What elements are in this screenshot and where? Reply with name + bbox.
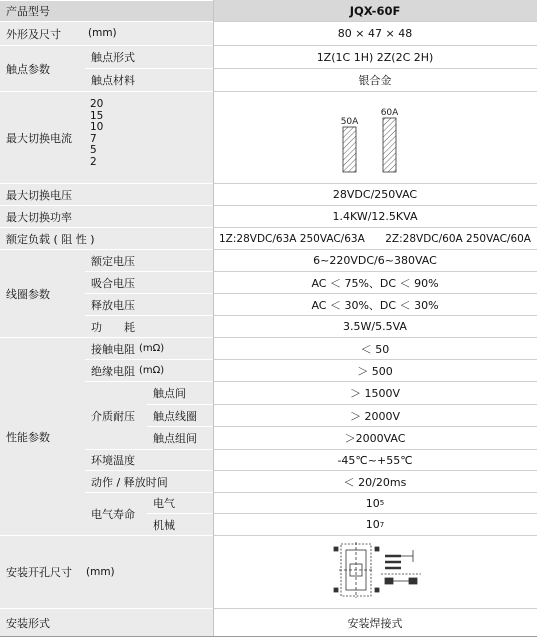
life-electrical-value [213, 492, 537, 513]
mounting-hole-unit: (mm) [86, 566, 115, 578]
coil-power-label: 功 耗 [85, 315, 213, 337]
scale-tick: 2 [90, 155, 97, 168]
contact-resistance-unit: (mΩ) [139, 343, 165, 354]
dielectric-groups-label: 触点组间 [147, 426, 213, 449]
contact-resistance-text: 接触电阻 [91, 342, 135, 356]
coil-rated-voltage-value: 6~220VDC/6~380VAC [213, 249, 537, 271]
operate-time-value: ＜ 20/20ms [213, 470, 537, 492]
max-current-graphic-cell [213, 91, 537, 183]
coil-pickup-voltage-label: 吸合电压 [85, 271, 213, 293]
max-voltage-label: 最大切换电压 [0, 183, 213, 205]
life-electrical-base: 10 [365, 496, 380, 510]
contact-group-label: 触点参数 [0, 45, 85, 91]
mounting-type-value: 安装焊接式 [213, 608, 537, 636]
contact-form-label: 触点形式 [85, 45, 213, 68]
mounting-hole-label [0, 535, 213, 608]
max-power-label: 最大切换功率 [0, 205, 213, 227]
life-mechanical-value [213, 513, 537, 535]
model-label: 产品型号 [0, 0, 213, 21]
scale-tick: 7 [90, 132, 97, 145]
current-bars [341, 108, 399, 172]
current-bar-chart [213, 92, 537, 184]
contact-resistance-value: ＜ 50 [213, 337, 537, 359]
dielectric-contact-coil-label: 触点线圈 [147, 404, 213, 426]
contact-material-value: 银合金 [213, 68, 537, 91]
contact-form-value: 1Z(1C 1H) 2Z(2C 2H) [213, 45, 537, 68]
rated-load-1z: 1Z:28VDC/63A 250VAC/63A [219, 232, 365, 245]
coil-power-value: 3.5W/5.5VA [213, 315, 537, 337]
current-bar [343, 127, 356, 172]
scale-tick: 10 [90, 121, 104, 133]
current-scale [90, 99, 103, 168]
scale-tick: 5 [90, 144, 97, 156]
dielectric-label: 介质耐压 [85, 381, 147, 449]
contact-material-label: 触点材料 [85, 68, 213, 91]
scale-tick: 20 [90, 98, 104, 110]
mounting-hole-text: 安装开孔尺寸 [6, 566, 72, 579]
coil-release-voltage-value: AC ＜ 30%、DC ＜ 30% [213, 293, 537, 315]
performance-group-label: 性能参数 [0, 337, 85, 535]
life-mechanical-label: 机械 [147, 513, 213, 535]
coil-rated-voltage-label: 额定电压 [85, 249, 213, 271]
mounting-type-label: 安装形式 [0, 608, 213, 636]
coil-pickup-voltage-value: AC ＜ 75%、DC ＜ 90% [213, 271, 537, 293]
current-bar-label: 60A [380, 107, 399, 118]
rated-load-values [213, 227, 537, 249]
insulation-unit: (mΩ) [139, 365, 165, 376]
life-mechanical-exp: 7 [379, 520, 385, 529]
dielectric-groups-value: ＞2000VAC [213, 426, 537, 449]
max-power-value: 1.4KW/12.5KVA [213, 205, 537, 227]
operate-time-label: 动作 / 释放时间 [85, 470, 213, 492]
dielectric-contacts-label: 触点间 [147, 381, 213, 404]
column-divider [213, 0, 214, 636]
max-voltage-value: 28VDC/250VAC [213, 183, 537, 205]
rated-load-label: 额定负载 ( 阻 性 ) [0, 227, 213, 249]
mounting-hole-drawing [213, 536, 537, 609]
model-value: JQX-60F [213, 0, 537, 21]
coil-release-voltage-label: 释放电压 [85, 293, 213, 315]
coil-group-label: 线圈参数 [0, 249, 85, 337]
size-label-text: 外形及尺寸 [6, 27, 61, 41]
contact-resistance-label [85, 337, 213, 359]
max-current-scale-cell [85, 91, 213, 183]
insulation-label [85, 359, 213, 381]
size-value: 80 × 47 × 48 [213, 21, 537, 45]
max-current-label: 最大切换电流 [0, 91, 85, 183]
current-bar [383, 118, 396, 172]
mounting-hole-drawing-cell [213, 535, 537, 608]
rated-load-2z: 2Z:28VDC/60A 250VAC/60A [385, 232, 531, 245]
dielectric-contacts-value: ＞ 1500V [213, 381, 537, 404]
insulation-value: ＞ 500 [213, 359, 537, 381]
insulation-text: 绝缘电阻 [91, 364, 135, 378]
size-unit: (mm) [88, 27, 117, 39]
life-electrical-label: 电气 [147, 492, 213, 513]
ambient-temp-value: -45℃~+55℃ [213, 449, 537, 470]
life-label: 电气寿命 [85, 492, 147, 535]
life-electrical-exp: 5 [379, 499, 385, 507]
life-mechanical-base: 10 [365, 518, 380, 531]
ambient-temp-label: 环境温度 [85, 449, 213, 470]
scale-tick: 15 [90, 109, 104, 122]
current-bar-label: 50A [340, 116, 359, 127]
dielectric-contact-coil-value: ＞ 2000V [213, 404, 537, 426]
